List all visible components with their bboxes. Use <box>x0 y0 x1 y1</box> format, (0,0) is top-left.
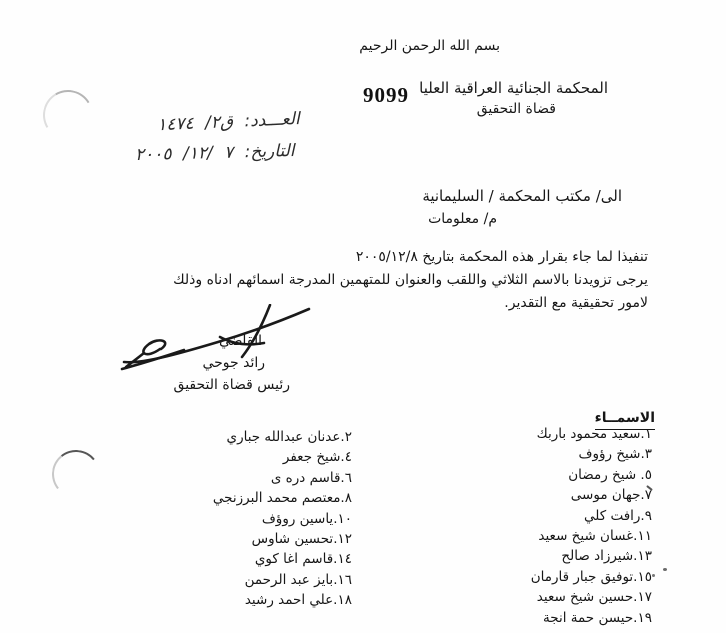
body-line-1: تنفيذا لما جاء بقرار هذه المحكمة بتاريخ ٢٠٠٥/١٢/٨ <box>355 249 648 265</box>
stamp-number: 9099 <box>363 83 409 107</box>
name-item-19: ١٩.حيسن حمة انجة <box>543 609 652 626</box>
name-item-8: ٨.معتصم محمد البرزنجي <box>212 490 352 507</box>
names-column-right <box>531 424 652 628</box>
subject-line: م/ معلومات <box>428 211 497 227</box>
name-item-17: ١٧.حسين شيخ سعيد <box>536 589 652 606</box>
addressee-line: الى/ مكتب المحكمة / السليمانية <box>422 187 622 205</box>
name-item-3: ٣.شيخ رؤوف <box>578 446 652 463</box>
scan-speck <box>652 574 655 577</box>
name-item-15: ١٥.توفيق جبار قارمان <box>530 568 652 585</box>
name-item-13: ١٣.شيرزاد صالح <box>561 548 652 565</box>
name-item-18: ١٨.علي احمد رشيد <box>244 592 352 609</box>
name-item-7: ٧.جهان موسى <box>570 487 652 504</box>
court-name: المحكمة الجنائية العراقية العليا <box>419 79 608 97</box>
names-section-heading: الاسمــاء <box>595 410 655 430</box>
name-item-14: ١٤.قاسم اغا كوي <box>254 551 352 568</box>
name-item-9: ٩.رافت كلي <box>584 507 652 524</box>
hole-punch-mark-top <box>38 85 99 146</box>
name-item-10: ١٠.ياسين روؤف <box>261 510 352 527</box>
name-item-11: ١١.غسان شيخ سعيد <box>538 528 652 545</box>
signature-title: القاضي <box>218 333 262 349</box>
name-item-5: ٥. شيخ رمضان <box>568 466 652 483</box>
hole-punch-mark-middle <box>50 448 103 501</box>
name-item-2: ٢.عدنان عبدالله جباري <box>226 429 352 445</box>
names-column-left <box>213 427 352 611</box>
name-item-6: ٦.قاسم دره ى <box>270 469 352 486</box>
scan-speck <box>663 568 667 571</box>
reference-number-handwritten: العـــدد: ق٢/ ١٤٧٤ <box>156 109 301 136</box>
body-line-3: لامور تحقيقية مع التقدير. <box>504 295 648 311</box>
name-item-12: ١٢.تحسين شاوس <box>251 531 352 548</box>
court-section: قضاة التحقيق <box>476 101 556 117</box>
name-item-16: ١٦.بايز عبد الرحمن <box>244 571 352 588</box>
name-item-1: ١.سعيد محمود باربك <box>536 426 652 442</box>
reference-date-handwritten: التاريخ: ٧ /١٢/ ٢٠٠٥ <box>134 141 295 166</box>
name-item-4: ٤.شيخ جعفر <box>282 449 352 466</box>
bismillah-line: بسم الله الرحمن الرحيم <box>359 38 500 54</box>
body-line-2: يرجى تزويدنا بالاسم الثلاثي واللقب والعنوان للمتهمين المدرجة اسمائهم ادناه وذلك <box>173 272 648 288</box>
signature-judge-role: رئيس قضاة التحقيق <box>173 377 290 393</box>
signature-judge-name: رائد جوحي <box>202 355 265 371</box>
